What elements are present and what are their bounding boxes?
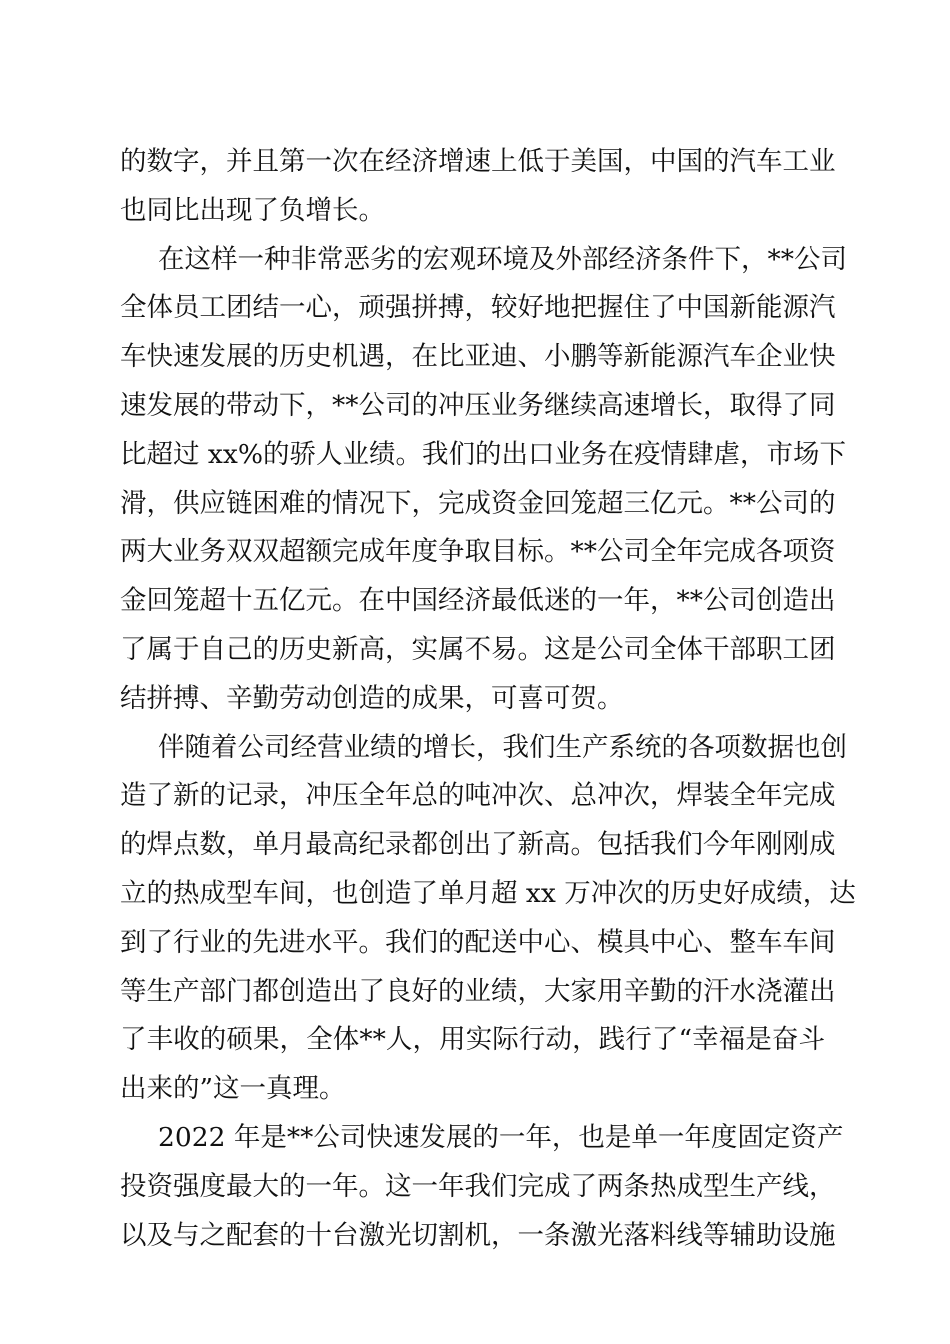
text-line: 的数字，并且第一次在经济增速上低于美国，中国的汽车工业 xyxy=(120,146,836,177)
text-line: 速发展的带动下，**公司的冲压业务继续高速增长，取得了同 xyxy=(120,389,836,421)
text-line: 也同比出现了负增长。 xyxy=(120,194,385,226)
text-line: 以及与之配套的十台激光切割机，一条激光落料线等辅助设施 xyxy=(120,1219,836,1251)
text-line: 的焊点数，单月最高纪录都创出了新高。包括我们今年刚刚成 xyxy=(120,829,836,861)
text-line: 两大业务双双超额完成年度争取目标。**公司全年完成各项资 xyxy=(120,536,836,568)
text-line: 结拼搏、辛勤劳动创造的成果，可喜可贺。 xyxy=(120,682,624,714)
text-line: 等生产部门都创造出了良好的业绩，大家用辛勤的汗水浇灌出 xyxy=(120,975,836,1007)
text-line: 造了新的记录，冲压全年总的吨冲次、总冲次，焊装全年完成 xyxy=(120,780,836,812)
text-line: 滑，供应链困难的情况下，完成资金回笼超三亿元。**公司的 xyxy=(120,487,836,519)
text-line: 了丰收的硕果，全体**人，用实际行动，践行了“幸福是奋斗 xyxy=(120,1024,825,1056)
paragraph-start-line: 在这样一种非常恶劣的宏观环境及外部经济条件下，**公司 xyxy=(158,243,847,275)
text-line: 立的热成型车间，也创造了单月超 xx 万冲次的历史好成绩，达 xyxy=(120,877,856,909)
text-line: 了属于自己的历史新高，实属不易。这是公司全体干部职工团 xyxy=(120,633,836,665)
text-line: 全体员工团结一心，顽强拼搏，较好地把握住了中国新能源汽 xyxy=(120,292,836,324)
text-line: 金回笼超十五亿元。在中国经济最低迷的一年，**公司创造出 xyxy=(120,585,836,617)
text-line: 比超过 xx%的骄人业绩。我们的出口业务在疫情肆虐，市场下 xyxy=(120,438,846,470)
text-line: 投资强度最大的一年。这一年我们完成了两条热成型生产线， xyxy=(120,1170,836,1202)
document-body xyxy=(120,138,856,1260)
paragraph-start-line: 伴随着公司经营业绩的增长，我们生产系统的各项数据也创 xyxy=(158,731,847,763)
paragraph-start-line: 2022 年是**公司快速发展的一年，也是单一年度固定资产 xyxy=(158,1121,844,1153)
text-line: 车快速发展的历史机遇，在比亚迪、小鹏等新能源汽车企业快 xyxy=(120,341,836,373)
text-line: 出来的”这一真理。 xyxy=(120,1073,346,1105)
text-line: 到了行业的先进水平。我们的配送中心、模具中心、整车车间 xyxy=(120,926,836,958)
